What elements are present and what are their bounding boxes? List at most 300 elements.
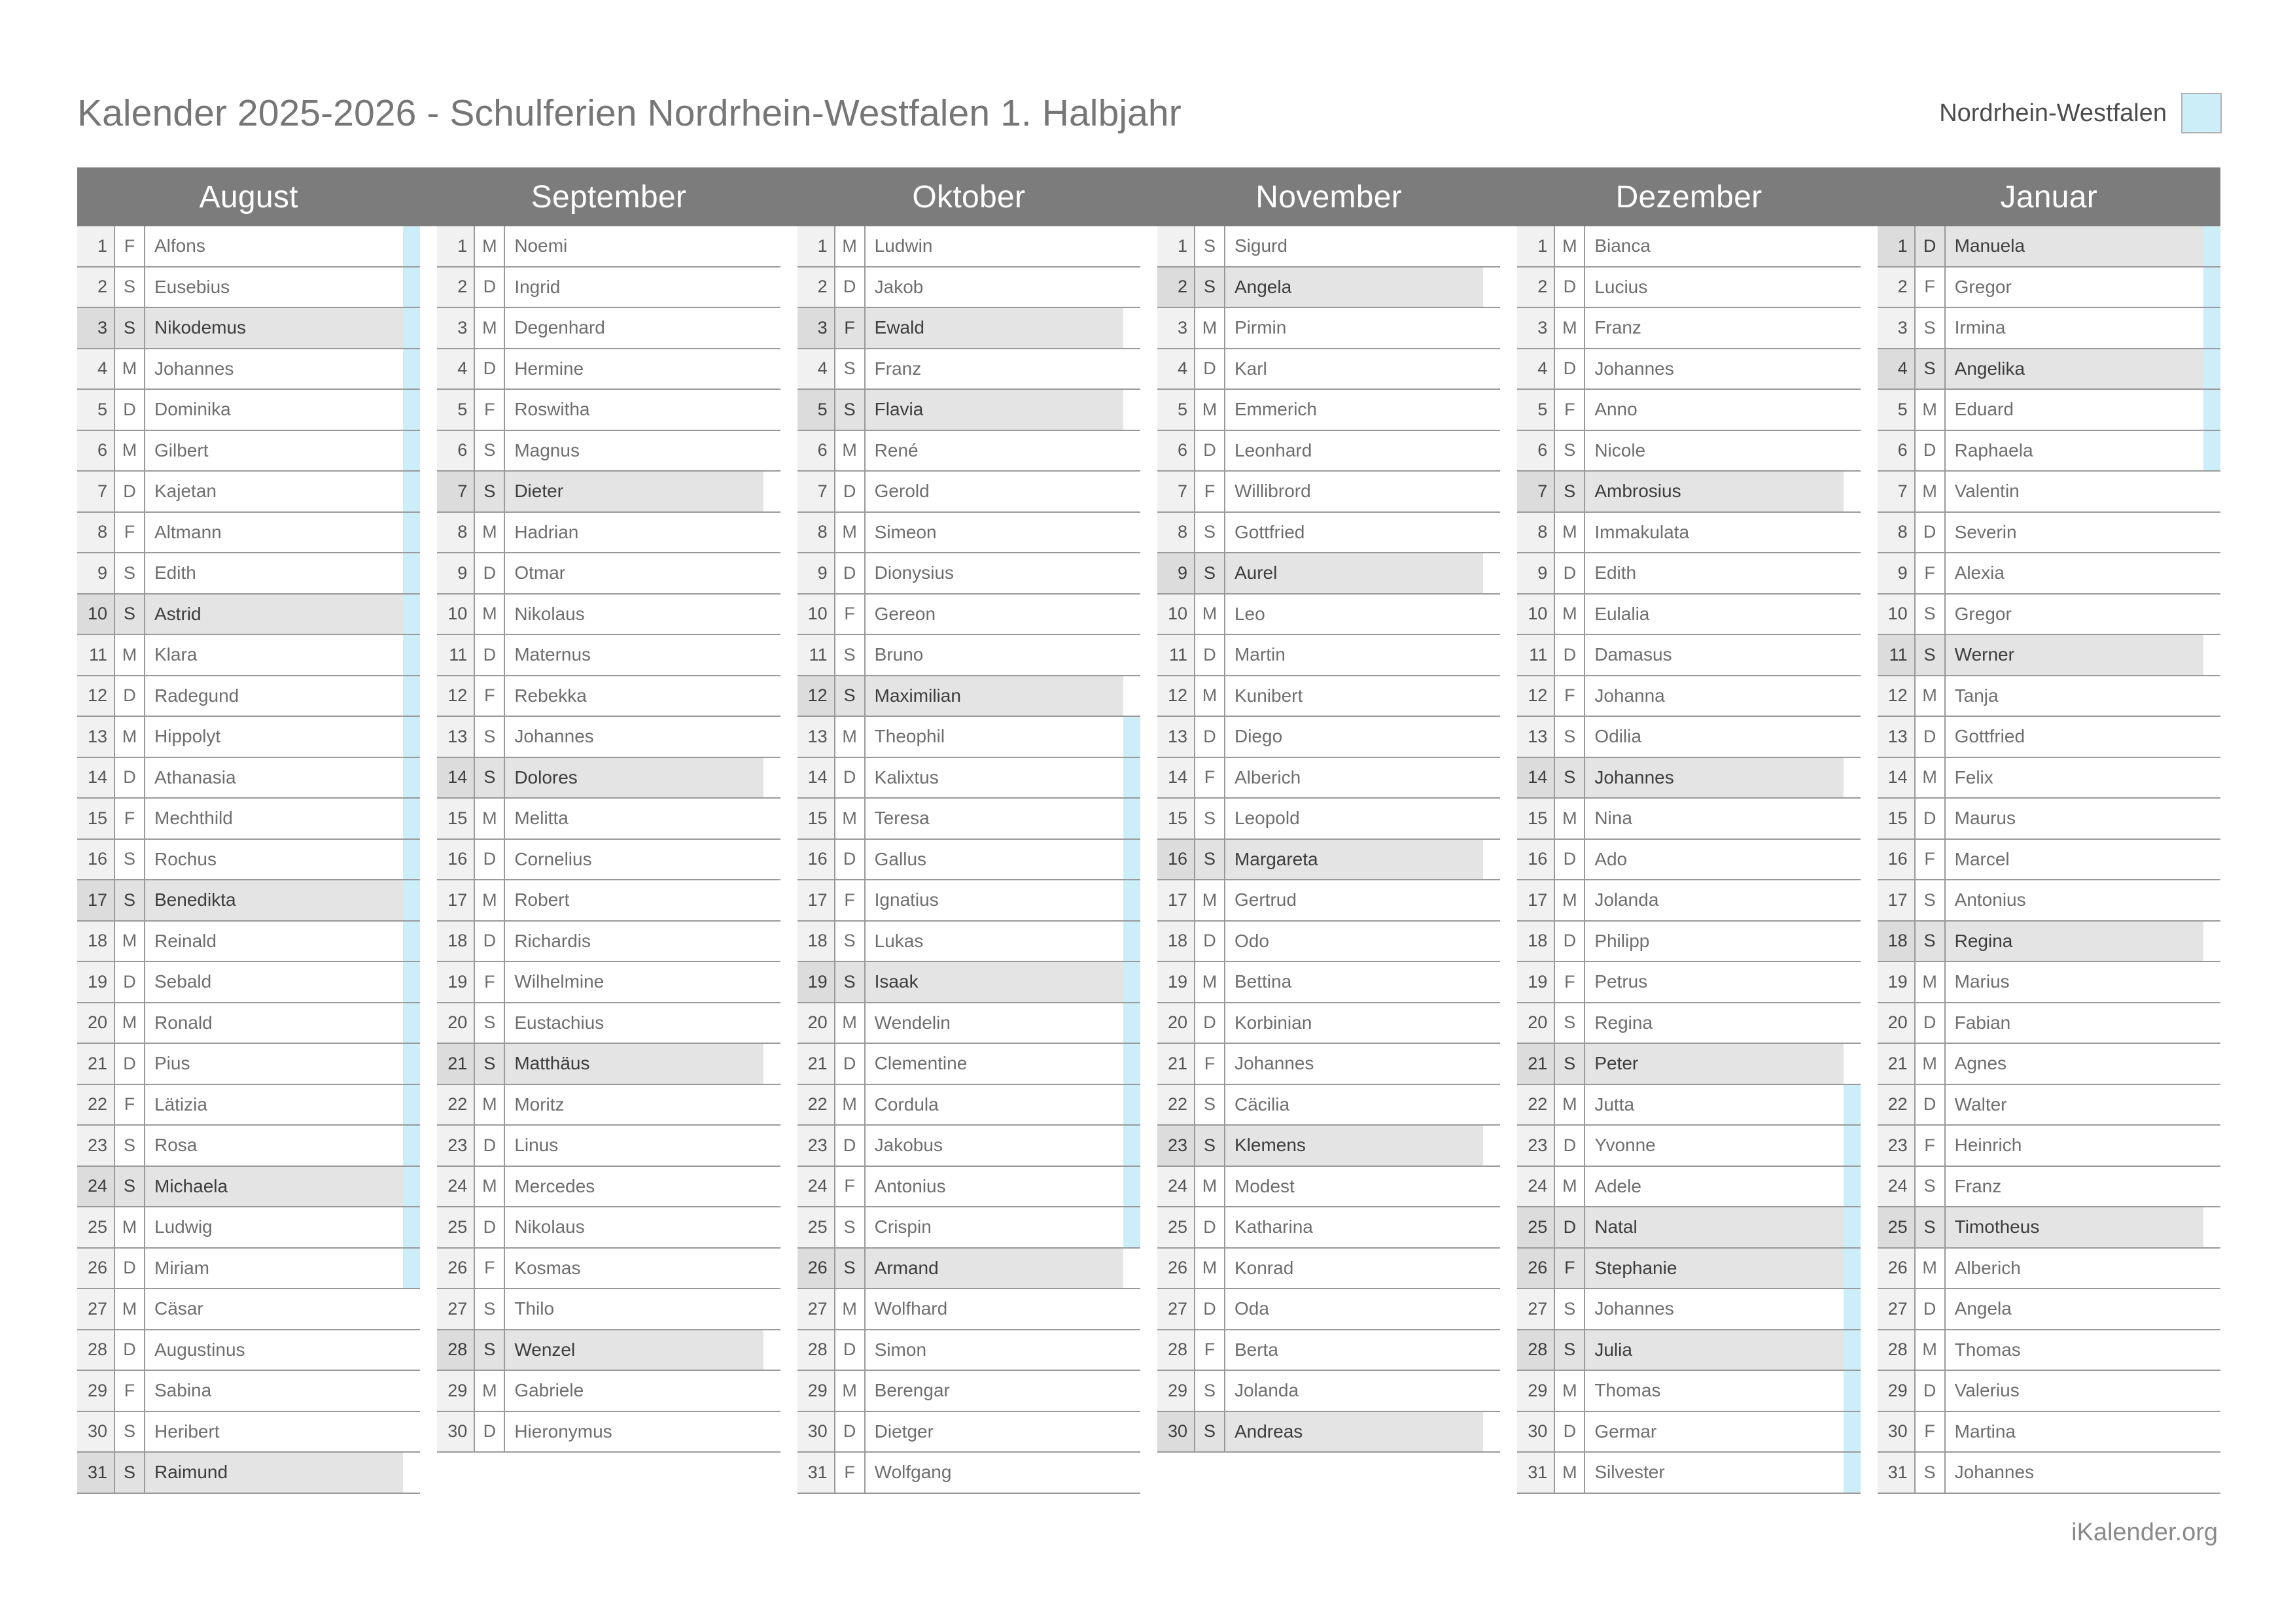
day-number: 4 (77, 349, 115, 389)
day-row[interactable] (77, 758, 420, 799)
school-holiday-strip (763, 1249, 780, 1288)
day-row[interactable] (437, 226, 780, 268)
day-row[interactable] (1878, 226, 2220, 268)
day-row[interactable] (1878, 390, 2220, 431)
name-day-label: Ambrosius (1585, 472, 1843, 511)
day-row[interactable] (1157, 1003, 1500, 1045)
day-row[interactable] (1878, 922, 2220, 963)
day-row[interactable] (1878, 758, 2220, 799)
day-row[interactable] (1157, 1249, 1500, 1290)
weekday-letter: D (835, 472, 866, 511)
day-row[interactable] (77, 1371, 420, 1412)
day-row[interactable] (1517, 513, 1860, 554)
day-row[interactable] (1157, 226, 1500, 268)
day-row[interactable] (1878, 799, 2220, 840)
day-row[interactable] (77, 922, 420, 963)
day-row[interactable] (1157, 308, 1500, 349)
day-row[interactable] (797, 635, 1140, 676)
name-day-label: Jolanda (1225, 1371, 1483, 1411)
name-day-label: Valerius (1946, 1371, 2203, 1411)
school-holiday-strip (2203, 1330, 2220, 1370)
day-row[interactable] (1878, 880, 2220, 922)
day-row[interactable] (797, 431, 1140, 472)
day-row[interactable] (437, 472, 780, 513)
school-holiday-strip (1844, 799, 1861, 838)
weekday-letter: S (1555, 1289, 1585, 1329)
name-day-label: Ronald (145, 1003, 403, 1043)
school-holiday-strip (763, 1412, 780, 1452)
day-row[interactable] (1517, 799, 1860, 840)
day-row[interactable] (77, 1126, 420, 1167)
day-row[interactable] (797, 717, 1140, 758)
day-row[interactable] (1157, 1044, 1500, 1085)
day-number: 16 (77, 840, 115, 880)
day-row[interactable] (1517, 962, 1860, 1003)
day-row[interactable] (77, 431, 420, 472)
day-row[interactable] (1878, 308, 2220, 349)
weekday-letter: M (1195, 308, 1225, 348)
day-row[interactable] (77, 472, 420, 513)
day-row[interactable] (77, 553, 420, 595)
school-holiday-strip (2203, 1085, 2220, 1125)
day-row[interactable] (797, 1003, 1140, 1045)
day-row[interactable] (1157, 595, 1500, 636)
name-day-label: Dolores (505, 758, 763, 798)
day-row[interactable] (77, 1330, 420, 1372)
day-row[interactable] (437, 595, 780, 636)
name-day-label: Lätizia (145, 1085, 403, 1125)
day-row[interactable] (1517, 1003, 1860, 1045)
day-row[interactable] (797, 349, 1140, 390)
day-row[interactable] (1878, 1412, 2220, 1453)
weekday-letter: M (1916, 676, 1946, 716)
day-row[interactable] (1878, 962, 2220, 1003)
day-row[interactable] (1517, 1085, 1860, 1126)
day-row[interactable] (797, 1330, 1140, 1372)
weekday-letter: M (1916, 1044, 1946, 1084)
school-holiday-strip (403, 268, 420, 307)
day-row[interactable] (1517, 1289, 1860, 1330)
day-row[interactable] (797, 308, 1140, 349)
day-row[interactable] (1157, 1289, 1500, 1330)
day-row[interactable] (437, 1003, 780, 1045)
weekday-letter: F (1195, 472, 1225, 511)
day-number: 28 (1878, 1330, 1916, 1370)
day-row[interactable] (437, 1085, 780, 1126)
day-number: 22 (797, 1085, 835, 1125)
day-row[interactable] (797, 840, 1140, 881)
weekday-letter: D (475, 1126, 505, 1166)
day-row[interactable] (797, 1412, 1140, 1453)
day-row[interactable] (797, 799, 1140, 840)
day-row[interactable] (1157, 880, 1500, 922)
weekday-letter: M (835, 717, 866, 757)
school-holiday-strip (2203, 1249, 2220, 1288)
day-row[interactable] (1517, 676, 1860, 717)
school-holiday-strip (2203, 880, 2220, 920)
day-row[interactable] (797, 1249, 1140, 1290)
day-row[interactable] (797, 1167, 1140, 1208)
day-row[interactable] (1878, 1003, 2220, 1045)
weekday-letter: M (1195, 1249, 1225, 1288)
day-row[interactable] (797, 513, 1140, 554)
day-row[interactable] (1157, 676, 1500, 717)
day-row[interactable] (437, 962, 780, 1003)
day-row[interactable] (77, 1044, 420, 1085)
day-row[interactable] (797, 1453, 1140, 1494)
school-holiday-strip (403, 1289, 420, 1329)
day-row[interactable] (797, 1371, 1140, 1412)
name-day-label: Noemi (505, 226, 763, 266)
day-row[interactable] (77, 676, 420, 717)
day-number: 9 (77, 553, 115, 593)
day-number: 14 (1878, 758, 1916, 798)
day-row[interactable] (1517, 635, 1860, 676)
day-row[interactable] (1878, 676, 2220, 717)
day-row[interactable] (437, 922, 780, 963)
name-day-label: Anno (1585, 390, 1843, 430)
day-number: 27 (1157, 1289, 1195, 1329)
day-row[interactable] (77, 513, 420, 554)
day-row[interactable] (1517, 226, 1860, 268)
day-row[interactable] (1878, 635, 2220, 676)
name-day-label: Wolfgang (866, 1453, 1123, 1493)
school-holiday-strip (1844, 553, 1861, 593)
day-row[interactable] (1517, 595, 1860, 636)
day-row[interactable] (1157, 922, 1500, 963)
school-holiday-strip (1483, 308, 1500, 348)
day-row[interactable] (1157, 553, 1500, 595)
day-row[interactable] (77, 962, 420, 1003)
day-row[interactable] (1157, 431, 1500, 472)
day-number: 10 (1517, 595, 1555, 634)
weekday-letter: F (475, 1249, 505, 1288)
day-row[interactable] (1878, 1249, 2220, 1290)
school-holiday-strip (1844, 390, 1861, 430)
day-row[interactable] (1517, 1330, 1860, 1372)
day-row[interactable] (1517, 922, 1860, 963)
name-day-label: Angelika (1946, 349, 2203, 389)
weekday-letter: D (835, 1412, 866, 1452)
day-row[interactable] (1878, 717, 2220, 758)
day-row[interactable] (1157, 635, 1500, 676)
day-row[interactable] (1157, 349, 1500, 390)
name-day-label: Maximilian (866, 676, 1123, 716)
day-row[interactable] (1878, 1330, 2220, 1372)
day-number: 5 (77, 390, 115, 430)
day-row[interactable] (77, 1453, 420, 1494)
day-number: 24 (437, 1167, 475, 1207)
day-row[interactable] (1157, 1085, 1500, 1126)
name-day-label: Gilbert (145, 431, 403, 471)
day-row[interactable] (797, 676, 1140, 717)
day-row[interactable] (1878, 431, 2220, 472)
day-row[interactable] (1517, 472, 1860, 513)
day-row[interactable] (797, 472, 1140, 513)
school-holiday-strip (1844, 1330, 1861, 1370)
day-number: 7 (1517, 472, 1555, 511)
day-row[interactable] (797, 226, 1140, 268)
day-row[interactable] (797, 1044, 1140, 1085)
day-row[interactable] (77, 1207, 420, 1249)
weekday-letter: M (835, 1003, 866, 1043)
school-holiday-strip (1844, 595, 1861, 634)
name-day-label: Otmar (505, 553, 763, 593)
name-day-label: Johannes (1585, 758, 1843, 798)
day-row[interactable] (797, 390, 1140, 431)
day-row[interactable] (77, 717, 420, 758)
day-row[interactable] (1157, 1371, 1500, 1412)
day-row[interactable] (1517, 1249, 1860, 1290)
school-holiday-strip (1483, 962, 1500, 1002)
day-row[interactable] (1878, 1167, 2220, 1208)
day-row[interactable] (1878, 840, 2220, 881)
day-number: 18 (797, 922, 835, 961)
day-row[interactable] (437, 513, 780, 554)
day-row[interactable] (437, 1044, 780, 1085)
day-row[interactable] (77, 1085, 420, 1126)
school-holiday-strip (1483, 1085, 1500, 1125)
name-day-label: Tanja (1946, 676, 2203, 716)
weekday-letter: D (1555, 1126, 1585, 1166)
day-row[interactable] (1157, 758, 1500, 799)
school-holiday-strip (1844, 472, 1861, 511)
school-holiday-strip (1123, 962, 1140, 1002)
day-row[interactable] (437, 553, 780, 595)
day-row[interactable] (1517, 1044, 1860, 1085)
day-number: 9 (1878, 553, 1916, 593)
day-row[interactable] (1878, 349, 2220, 390)
school-holiday-strip (763, 1085, 780, 1125)
day-row[interactable] (1517, 880, 1860, 922)
day-row[interactable] (437, 1371, 780, 1412)
day-number: 21 (1517, 1044, 1555, 1084)
day-number: 12 (1878, 676, 1916, 716)
day-row[interactable] (1157, 962, 1500, 1003)
name-day-label: Augustinus (145, 1330, 403, 1370)
day-row[interactable] (437, 349, 780, 390)
day-row[interactable] (1878, 1371, 2220, 1412)
day-row[interactable] (437, 308, 780, 349)
day-row[interactable] (1517, 1412, 1860, 1453)
day-row[interactable] (1157, 390, 1500, 431)
weekday-letter: F (1555, 962, 1585, 1002)
day-row[interactable] (437, 1412, 780, 1453)
weekday-letter: S (1555, 758, 1585, 798)
day-row[interactable] (1878, 1453, 2220, 1494)
day-row[interactable] (797, 922, 1140, 963)
day-row[interactable] (437, 799, 780, 840)
school-holiday-strip (403, 308, 420, 348)
day-row[interactable] (77, 1289, 420, 1330)
day-row[interactable] (1517, 268, 1860, 309)
day-number: 12 (797, 676, 835, 716)
day-row[interactable] (77, 1167, 420, 1208)
day-row[interactable] (797, 1207, 1140, 1249)
name-day-label: Johanna (1585, 676, 1843, 716)
name-day-label: Benedikta (145, 880, 403, 920)
day-row[interactable] (797, 1289, 1140, 1330)
name-day-label: Karl (1225, 349, 1483, 389)
day-row[interactable] (77, 226, 420, 268)
name-day-label: Berengar (866, 1371, 1123, 1411)
weekday-letter: S (475, 717, 505, 757)
day-row[interactable] (77, 349, 420, 390)
day-row[interactable] (797, 1126, 1140, 1167)
day-row[interactable] (1157, 1330, 1500, 1372)
day-row[interactable] (1157, 268, 1500, 309)
day-row[interactable] (77, 799, 420, 840)
day-row[interactable] (77, 1249, 420, 1290)
weekday-letter: F (835, 595, 866, 634)
day-row[interactable] (797, 758, 1140, 799)
school-holiday-strip (1483, 472, 1500, 511)
day-row[interactable] (437, 840, 780, 881)
day-row[interactable] (437, 1330, 780, 1372)
day-row[interactable] (1157, 799, 1500, 840)
day-row[interactable] (797, 595, 1140, 636)
school-holiday-strip (763, 390, 780, 430)
day-row[interactable] (1157, 513, 1500, 554)
day-number: 19 (77, 962, 115, 1002)
day-row[interactable] (797, 962, 1140, 1003)
weekday-letter: M (1555, 308, 1585, 348)
day-row[interactable] (77, 635, 420, 676)
day-number: 22 (1878, 1085, 1916, 1125)
school-holiday-strip (403, 1330, 420, 1370)
day-number: 14 (1157, 758, 1195, 798)
day-row[interactable] (437, 1167, 780, 1208)
weekday-letter: M (115, 1003, 145, 1043)
day-row[interactable] (437, 880, 780, 922)
day-row[interactable] (77, 880, 420, 922)
school-holiday-strip (1844, 226, 1861, 266)
day-row[interactable] (437, 268, 780, 309)
day-row[interactable] (437, 1126, 780, 1167)
school-holiday-strip (1123, 1085, 1140, 1125)
day-number: 3 (437, 308, 475, 348)
day-row[interactable] (1878, 1126, 2220, 1167)
school-holiday-strip (403, 635, 420, 675)
name-day-label: Adele (1585, 1167, 1843, 1207)
day-row[interactable] (797, 268, 1140, 309)
day-row[interactable] (437, 390, 780, 431)
day-row[interactable] (77, 1003, 420, 1045)
day-row[interactable] (77, 1412, 420, 1453)
weekday-letter: M (115, 1289, 145, 1329)
day-row[interactable] (1878, 268, 2220, 309)
weekday-letter: D (115, 962, 145, 1002)
day-row[interactable] (1157, 840, 1500, 881)
day-row[interactable] (77, 390, 420, 431)
school-holiday-strip (403, 513, 420, 553)
day-row[interactable] (1878, 595, 2220, 636)
day-row[interactable] (437, 635, 780, 676)
day-row[interactable] (1517, 1453, 1860, 1494)
month-column (77, 167, 437, 1494)
weekday-letter: S (1195, 226, 1225, 266)
day-row[interactable] (77, 840, 420, 881)
day-row[interactable] (437, 1249, 780, 1290)
day-row[interactable] (1878, 1044, 2220, 1085)
weekday-letter: S (1555, 1044, 1585, 1084)
day-row[interactable] (1517, 1371, 1860, 1412)
day-row[interactable] (1517, 308, 1860, 349)
day-row[interactable] (1157, 1412, 1500, 1453)
day-row[interactable] (1517, 431, 1860, 472)
name-day-label: Johannes (1585, 1289, 1843, 1329)
day-row[interactable] (437, 1289, 780, 1330)
name-day-label: Peter (1585, 1044, 1843, 1084)
day-row[interactable] (797, 1085, 1140, 1126)
day-row[interactable] (797, 553, 1140, 595)
day-row[interactable] (1878, 553, 2220, 595)
day-row[interactable] (1517, 1167, 1860, 1208)
day-row[interactable] (77, 595, 420, 636)
day-row[interactable] (797, 880, 1140, 922)
day-number: 11 (77, 635, 115, 675)
day-row[interactable] (437, 676, 780, 717)
day-row[interactable] (437, 1207, 780, 1249)
weekday-letter: D (1916, 1289, 1946, 1329)
day-row-empty (1157, 1453, 1500, 1494)
weekday-letter: S (835, 635, 866, 675)
day-row[interactable] (1517, 717, 1860, 758)
weekday-letter: S (1916, 595, 1946, 634)
day-row[interactable] (1157, 1207, 1500, 1249)
day-number: 14 (1517, 758, 1555, 798)
school-holiday-strip (403, 1003, 420, 1043)
school-holiday-strip (2203, 431, 2220, 471)
day-row[interactable] (437, 431, 780, 472)
day-row[interactable] (437, 758, 780, 799)
day-row[interactable] (1517, 1126, 1860, 1167)
name-day-label: Katharina (1225, 1207, 1483, 1247)
weekday-letter: M (835, 799, 866, 838)
day-row[interactable] (1157, 1126, 1500, 1167)
day-row[interactable] (1517, 390, 1860, 431)
name-day-label: Modest (1225, 1167, 1483, 1207)
day-row[interactable] (1517, 840, 1860, 881)
day-row[interactable] (1878, 1207, 2220, 1249)
name-day-label: Leonhard (1225, 431, 1483, 471)
day-row[interactable] (1878, 1289, 2220, 1330)
school-holiday-strip (1483, 553, 1500, 593)
school-holiday-strip (403, 595, 420, 634)
day-row[interactable] (1157, 472, 1500, 513)
day-number: 16 (1517, 840, 1555, 880)
day-row[interactable] (77, 308, 420, 349)
school-holiday-strip (763, 268, 780, 307)
school-holiday-strip (763, 1371, 780, 1411)
weekday-letter: M (1195, 1167, 1225, 1207)
day-row[interactable] (1157, 717, 1500, 758)
day-row[interactable] (1878, 1085, 2220, 1126)
day-row[interactable] (437, 717, 780, 758)
day-row[interactable] (77, 268, 420, 309)
day-row[interactable] (1157, 1167, 1500, 1208)
day-row[interactable] (1517, 349, 1860, 390)
day-row[interactable] (1517, 758, 1860, 799)
day-row[interactable] (1878, 513, 2220, 554)
name-day-label: Nina (1585, 799, 1843, 838)
day-row[interactable] (1517, 553, 1860, 595)
weekday-letter: F (1916, 553, 1946, 593)
weekday-letter: D (1195, 922, 1225, 961)
name-day-label: Michaela (145, 1167, 403, 1207)
day-row[interactable] (1878, 472, 2220, 513)
day-row[interactable] (1517, 1207, 1860, 1249)
